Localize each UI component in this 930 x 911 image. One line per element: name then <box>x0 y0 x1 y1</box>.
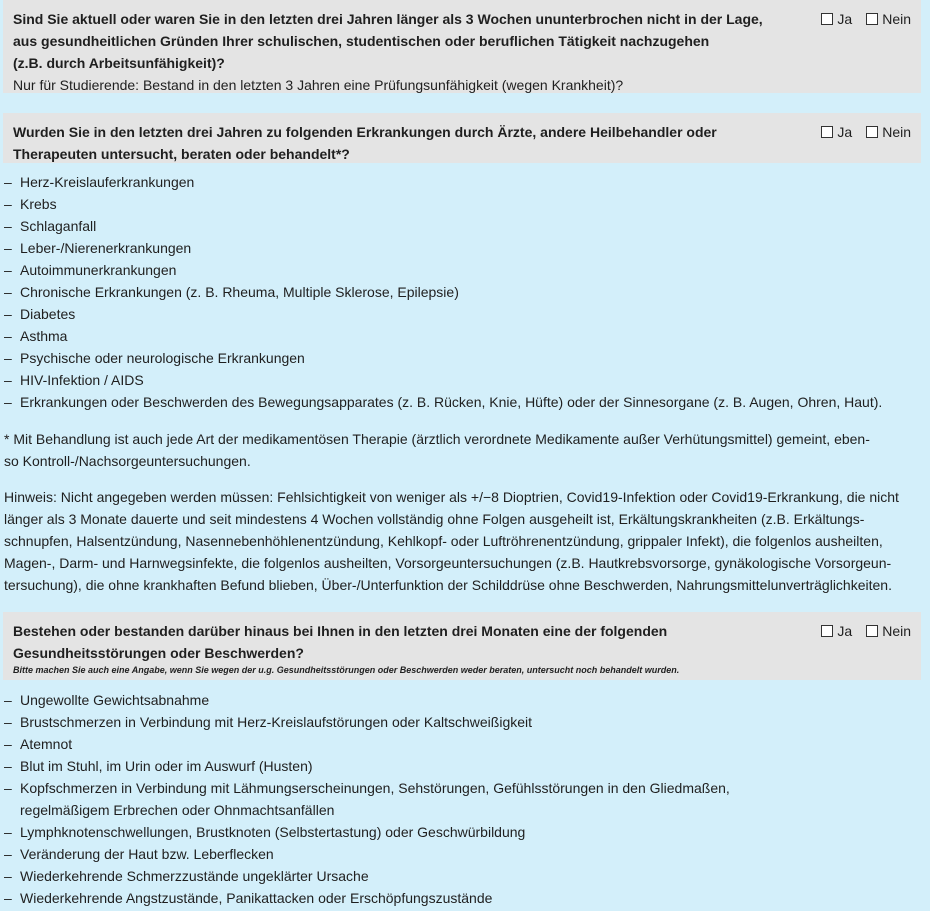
question-2-condition-list <box>4 171 882 413</box>
question-2-yes-option[interactable] <box>821 123 852 141</box>
list-item: – Wiederkehrende Schmerzzustände ungeklärter Ursache <box>4 868 369 884</box>
hint-line: tersuchung), die ohne krankhaften Befund blieben, Über-/Unterfunktion der Schilddrüse ohne Beschwerden, Nahrungsmittelunverträglichkeiten. <box>4 577 892 593</box>
list-item: – Leber-/Nierenerkrankungen <box>4 240 192 256</box>
hint-line: länger als 3 Monate dauerte und seit mindestens 4 Wochen vollständig ohne Folgen ausgeheilt ist, Erkältungskrankheiten (z.B. Erkältungs- <box>4 511 865 527</box>
question-2-yes-checkbox[interactable] <box>821 126 833 138</box>
question-2-box <box>3 113 921 163</box>
list-item: – Krebs <box>4 196 57 212</box>
question-3-line-2: Gesundheitsstörungen oder Beschwerden? <box>13 645 304 661</box>
question-1-no-checkbox[interactable] <box>866 13 878 25</box>
question-1-line-2: aus gesundheitlichen Gründen Ihrer schulischen, studentischen oder beruflichen Tätigkeit nachzugehen <box>13 33 710 49</box>
question-3-text <box>13 620 783 676</box>
question-2-answer <box>821 123 911 141</box>
list-item: – Autoimmunerkrankungen <box>4 262 177 278</box>
list-item: – Lymphknotenschwellungen, Brustknoten (Selbstertastung) oder Geschwürbildung <box>4 824 526 840</box>
question-1-subquestion: Nur für Studierende: Bestand in den letzten 3 Jahren eine Prüfungsunfähigkeit (wegen Krankheit)? <box>13 77 624 93</box>
question-1-line-3: (z.B. durch Arbeitsunfähigkeit)? <box>13 55 225 71</box>
question-2-no-option[interactable] <box>866 123 911 141</box>
question-3-no-checkbox[interactable] <box>866 625 878 637</box>
list-item: – Wiederkehrende Angstzustände, Panikattacken oder Erschöpfungszustände <box>4 890 493 906</box>
footnote-line: * Mit Behandlung ist auch jede Art der medikamentösen Therapie (ärztlich verordnete Medikamente außer Verhütungsmittel) gemeint, eben- <box>4 431 870 447</box>
question-3-no-label: Nein <box>882 623 911 639</box>
list-item: – Erkrankungen oder Beschwerden des Bewegungsapparates (z. B. Rücken, Knie, Hüfte) oder der Sinnesorgane (z. B. Augen, Ohren, Haut). <box>4 394 883 410</box>
question-2-text <box>13 121 783 165</box>
question-2-no-label: Nein <box>882 124 911 140</box>
list-item: – Schlaganfall <box>4 218 97 234</box>
question-1-box <box>3 0 921 93</box>
question-3-box <box>3 612 921 680</box>
question-3-note: Bitte machen Sie auch eine Angabe, wenn Sie wegen der u.g. Gesundheitsstörungen oder Beschwerden weder beraten, untersucht noch behandelt wurden. <box>13 665 680 675</box>
question-1-yes-option[interactable] <box>821 10 852 28</box>
exemption-hint <box>4 486 919 596</box>
question-3-symptom-list <box>4 689 730 909</box>
question-3-yes-checkbox[interactable] <box>821 625 833 637</box>
question-1-line-1: Sind Sie aktuell oder waren Sie in den letzten drei Jahren länger als 3 Wochen ununterbrochen nicht in der Lage, <box>13 11 763 27</box>
list-item: – Herz-Kreislauferkrankungen <box>4 174 195 190</box>
question-1-yes-label: Ja <box>837 11 853 27</box>
question-1-yes-checkbox[interactable] <box>821 13 833 25</box>
list-item: – Ungewollte Gewichtsabnahme <box>4 692 210 708</box>
treatment-footnote <box>4 428 919 472</box>
question-3-line-1: Bestehen oder bestanden darüber hinaus bei Ihnen in den letzten drei Monaten eine der folgenden <box>13 623 668 639</box>
question-3-yes-option[interactable] <box>821 622 852 640</box>
hint-line: Hinweis: Nicht angegeben werden müssen: Fehlsichtigkeit von weniger als +/−8 Dioptrien, Covid19-Infektion oder Covid19-Erkrankung, die nicht <box>4 489 899 505</box>
list-item: – HIV-Infektion / AIDS <box>4 372 144 388</box>
question-3-yes-label: Ja <box>837 623 853 639</box>
list-item: – Blut im Stuhl, im Urin oder im Auswurf (Husten) <box>4 758 313 774</box>
question-1-no-label: Nein <box>882 11 911 27</box>
list-item-continuation: regelmäßigem Erbrechen oder Ohnmachtsanfällen <box>20 802 335 818</box>
list-item: – Diabetes <box>4 306 76 322</box>
list-item: – Brustschmerzen in Verbindung mit Herz-Kreislaufstörungen oder Kaltschweißigkeit <box>4 714 533 730</box>
hint-line: schnupfen, Halsentzündung, Nasennebenhöhlenentzündung, Kehlkopf- oder Luftröhrenentzündung, grippaler Infekt), die folgenlos ausheilten, <box>4 533 883 549</box>
question-2-line-1: Wurden Sie in den letzten drei Jahren zu folgenden Erkrankungen durch Ärzte, andere Heilbehandler oder <box>13 124 717 140</box>
question-2-yes-label: Ja <box>837 124 853 140</box>
question-2-line-2: Therapeuten untersucht, beraten oder behandelt*? <box>13 146 350 162</box>
question-3-no-option[interactable] <box>866 622 911 640</box>
question-1-no-option[interactable] <box>866 10 911 28</box>
list-item: – Veränderung der Haut bzw. Leberflecken <box>4 846 274 862</box>
footnote-line: so Kontroll-/Nachsorgeuntersuchungen. <box>4 453 251 469</box>
question-2-no-checkbox[interactable] <box>866 126 878 138</box>
question-3-answer <box>821 622 911 640</box>
list-item: – Asthma <box>4 328 68 344</box>
list-item: – Chronische Erkrankungen (z. B. Rheuma, Multiple Sklerose, Epilepsie) <box>4 284 459 300</box>
question-1-answer <box>821 10 911 28</box>
question-1-text <box>13 8 783 96</box>
hint-line: Magen-, Darm- und Harnwegsinfekte, die folgenlos ausheilten, Vorsorgeuntersuchungen (z.B. Hautkrebsvorsorge, gynäkologische Vorsorgeun- <box>4 555 892 571</box>
list-item: – Psychische oder neurologische Erkrankungen <box>4 350 305 366</box>
list-item: – Kopfschmerzen in Verbindung mit Lähmungserscheinungen, Sehstörungen, Gefühlsstörungen in den Gliedmaßen, <box>4 780 730 796</box>
list-item: – Atemnot <box>4 736 73 752</box>
